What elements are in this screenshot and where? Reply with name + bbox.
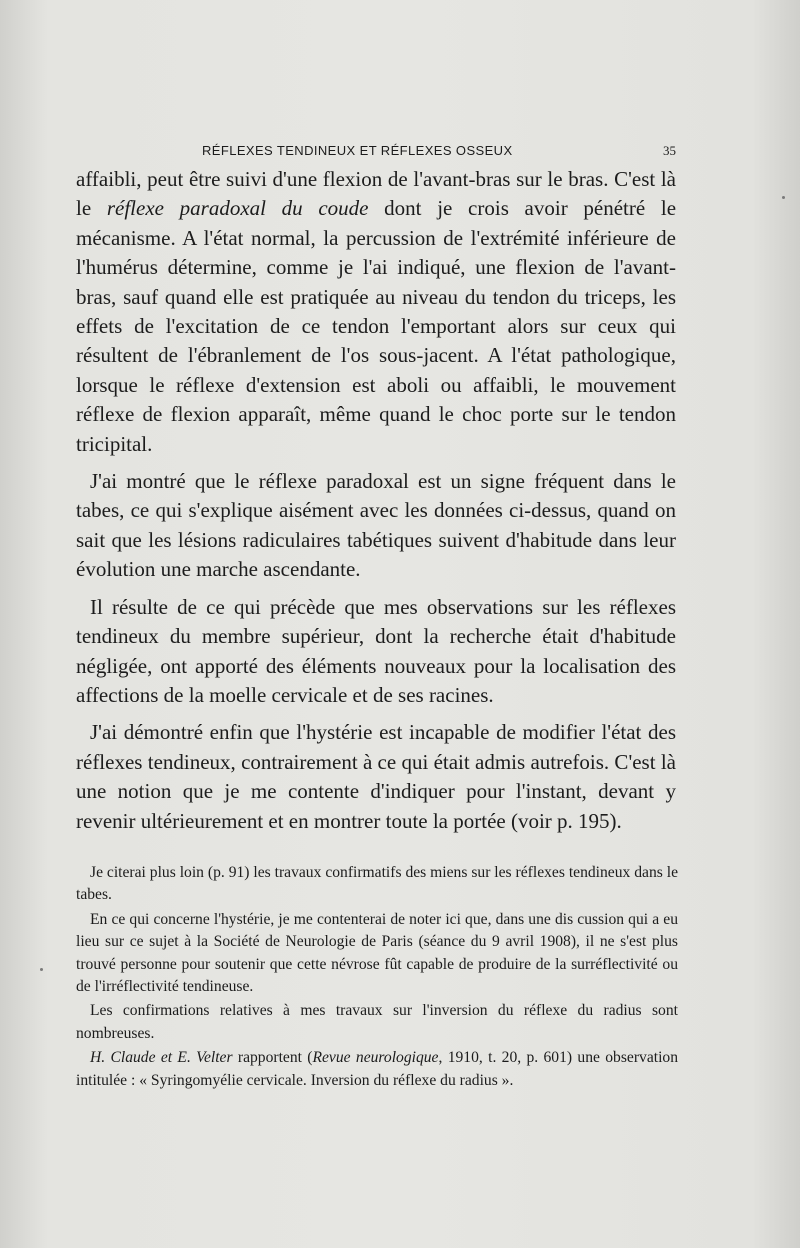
paragraph-2: J'ai montré que le réflexe paradoxal est un signe fréquent dans le tabes, ce qui s'explique aisément avec les données ci-dessus, quand on sait que les lésions radiculaires tabétiques suivent d'habitude dans leur évolution une marche ascendante. — [76, 469, 676, 582]
paragraph-1-end: dont je crois avoir pénétré le mécanisme. A l'état normal, la percussion de l'extrémité inférieure de l'humérus détermine, comme je l'ai indiqué, une flexion de l'avant-bras, sauf quand elle est pratiquée au niveau du tendon du triceps, les effets de l'excitation de ce tendon l'emportant alors sur ceux qui résultent de l'ébranlement de l'os sous-jacent. A l'état pathologique, lorsque le réflexe d'extension est aboli ou affaibli, le mouvement réflexe de flexion apparaît, même quand le choc porte sur le tendon tricipital. — [76, 196, 677, 456]
footnote-4-part-b: , 1910, t. 20, p. 601) une observation intitulée : « Syringomyélie cervicale. Inversion du réflexe du radius ». — [76, 1049, 679, 1089]
footnote-4 — [76, 1047, 678, 1092]
page-header — [76, 143, 676, 159]
page-number: 35 — [663, 143, 676, 158]
scan-speck — [40, 968, 43, 971]
footnote-3: Les confirmations relatives à mes travaux sur l'inversion du réflexe du radius sont nombreuses. — [76, 1002, 678, 1042]
footnote-1: Je citerai plus loin (p. 91) les travaux confirmatifs des miens sur les réflexes tendineux dans le tabes. — [76, 864, 678, 904]
paragraph-4: J'ai démontré enfin que l'hystérie est incapable de modifier l'état des réflexes tendineux, contrairement à ce qui était admis autrefois. C'est là une notion que je me contente d'indiquer pour l'instant, devant y revenir ultérieurement et en montrer toute la portée (voir p. 195). — [76, 720, 676, 833]
footnote-2: En ce qui concerne l'hystérie, je me contenterai de noter ici que, dans une dis cussion qui a eu lieu sur ce sujet à la Société de Neurologie de Paris (séance du 9 avril 1908), il ne s'est plus trouvé personne pour soutenir que cette névrose fût capable de produire de la surréflectivité ou de l'irréflectivité tendineuse. — [76, 910, 678, 996]
footnote-4-authors: H. Claude et E. Velter — [90, 1049, 233, 1067]
paragraph-1-emphasis: réflexe paradoxal du coude — [106, 196, 369, 221]
paragraph-1-start: affaibli, peut être suivi d'une flexion de l'avant-bras sur le bras. C'est là le — [76, 167, 676, 221]
footnote-4-journal: Revue neurologique — [312, 1049, 439, 1067]
paragraph-1 — [76, 165, 676, 459]
footnote-4-part-a: rapportent ( — [232, 1049, 313, 1067]
footnotes — [76, 862, 678, 1094]
scan-speck — [782, 196, 785, 199]
main-text — [76, 165, 676, 844]
running-title: RÉFLEXES TENDINEUX ET RÉFLEXES OSSEUX — [202, 143, 513, 158]
paragraph-3: Il résulte de ce qui précède que mes observations sur les réflexes tendineux du membre supérieur, dont la recherche était d'habitude négligée, ont apporté des éléments nouveaux pour la localisation des affections de la moelle cervicale et de ses racines. — [76, 594, 676, 707]
